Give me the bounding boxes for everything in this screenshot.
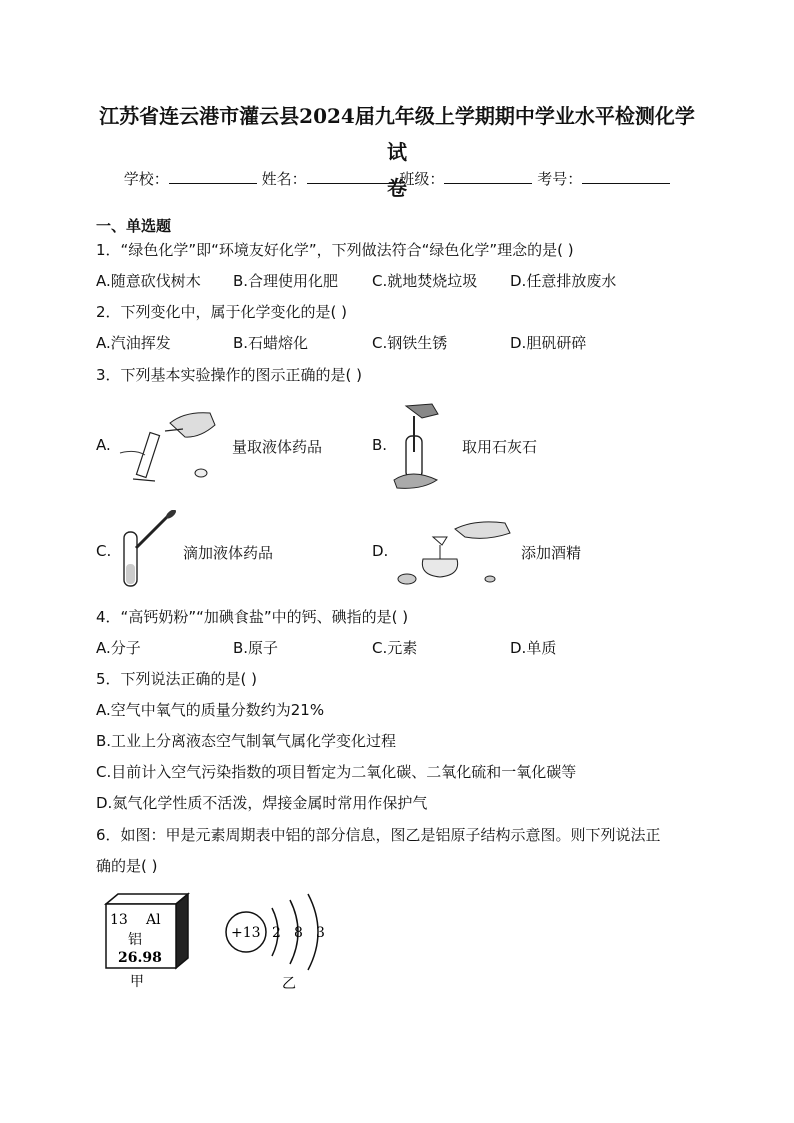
alcohol-lamp-figure — [395, 515, 520, 585]
q2-stem: 2．下列变化中，属于化学变化的是( ) — [96, 303, 348, 321]
q1-stem: 1．“绿色化学”即“环境友好化学”，下列做法符合“绿色化学”理念的是( ) — [96, 241, 574, 259]
q3-option-d-caption: 添加酒精 — [521, 544, 582, 562]
nucleus-charge: +13 — [231, 925, 261, 941]
section-heading: 一、单选题 — [96, 217, 172, 235]
q5-option-c: C.目前计入空气污染指数的项目暂定为二氧化碳、二氧化硫和一氧化碳等 — [96, 763, 577, 781]
test-tube-limestone-figure — [392, 402, 452, 490]
q3-option-c-letter: C. — [96, 542, 112, 560]
dropper-test-tube-figure — [118, 510, 182, 590]
q6-stem-line-1: 6．如图：甲是元素周期表中铝的部分信息，图乙是铝原子结构示意图。则下列说法正 — [96, 826, 661, 844]
q3-option-d-letter: D. — [372, 542, 389, 560]
measuring-cylinder-figure — [115, 403, 220, 485]
atomic-number: 13 — [110, 912, 128, 928]
q4-option-c: C.元素 — [372, 639, 418, 657]
q3-option-a-letter: A. — [96, 436, 111, 454]
q1-option-d: D.任意排放废水 — [510, 272, 617, 290]
q3-option-c-caption: 滴加液体药品 — [183, 544, 274, 562]
number-blank[interactable] — [582, 169, 670, 184]
q3-stem: 3．下列基本实验操作的图示正确的是( ) — [96, 366, 363, 384]
figure-label-jia: 甲 — [130, 974, 144, 990]
q2-option-b: B.石蜡熔化 — [233, 334, 309, 352]
name-label: 姓名： — [261, 170, 307, 188]
shell-3-electrons: 3 — [316, 925, 325, 941]
q4-stem: 4．“高钙奶粉”“加碘食盐”中的钙、碘指的是( ) — [96, 608, 409, 626]
exam-title — [95, 98, 699, 206]
q6-stem-line-2: 确的是( ) — [96, 857, 158, 875]
figure-label-yi: 乙 — [282, 976, 296, 992]
atomic-mass: 26.98 — [118, 950, 162, 966]
class-label: 班级： — [399, 170, 445, 188]
shell-1-electrons: 2 — [272, 925, 281, 941]
q3-option-b-caption: 取用石灰石 — [462, 438, 538, 456]
q3-option-b-letter: B. — [372, 436, 388, 454]
atomic-structure-diagram — [222, 892, 342, 992]
q2-option-a: A.汽油挥发 — [96, 334, 171, 352]
periodic-table-cell — [100, 892, 190, 992]
school-blank[interactable] — [169, 169, 257, 184]
q2-option-c: C.钢铁生锈 — [372, 334, 448, 352]
title-line-2: 卷 — [387, 176, 407, 200]
q2-option-d: D.胆矾研碎 — [510, 334, 587, 352]
element-symbol: Al — [146, 912, 161, 928]
q5-option-a: A.空气中氧气的质量分数约为21% — [96, 701, 325, 719]
title-line-1: 江苏省连云港市灌云县2024届九年级上学期期中学业水平检测化学试 — [99, 104, 695, 164]
name-blank[interactable] — [307, 169, 395, 184]
q5-stem: 5．下列说法正确的是( ) — [96, 670, 258, 688]
q1-option-a: A.随意砍伐树木 — [96, 272, 201, 290]
element-name: 铝 — [128, 932, 142, 948]
q3-option-a-caption: 量取液体药品 — [232, 438, 323, 456]
student-info — [0, 168, 794, 189]
number-label: 考号： — [537, 170, 583, 188]
school-label: 学校： — [123, 170, 169, 188]
class-blank[interactable] — [444, 169, 532, 184]
q4-option-d: D.单质 — [510, 639, 557, 657]
q4-option-a: A.分子 — [96, 639, 141, 657]
q1-option-c: C.就地焚烧垃圾 — [372, 272, 478, 290]
q4-option-b: B.原子 — [233, 639, 279, 657]
q1-option-b: B.合理使用化肥 — [233, 272, 339, 290]
shell-2-electrons: 8 — [294, 925, 303, 941]
q5-option-b: B.工业上分离液态空气制氧气属化学变化过程 — [96, 732, 397, 750]
q5-option-d: D.氮气化学性质不活泼，焊接金属时常用作保护气 — [96, 794, 428, 812]
